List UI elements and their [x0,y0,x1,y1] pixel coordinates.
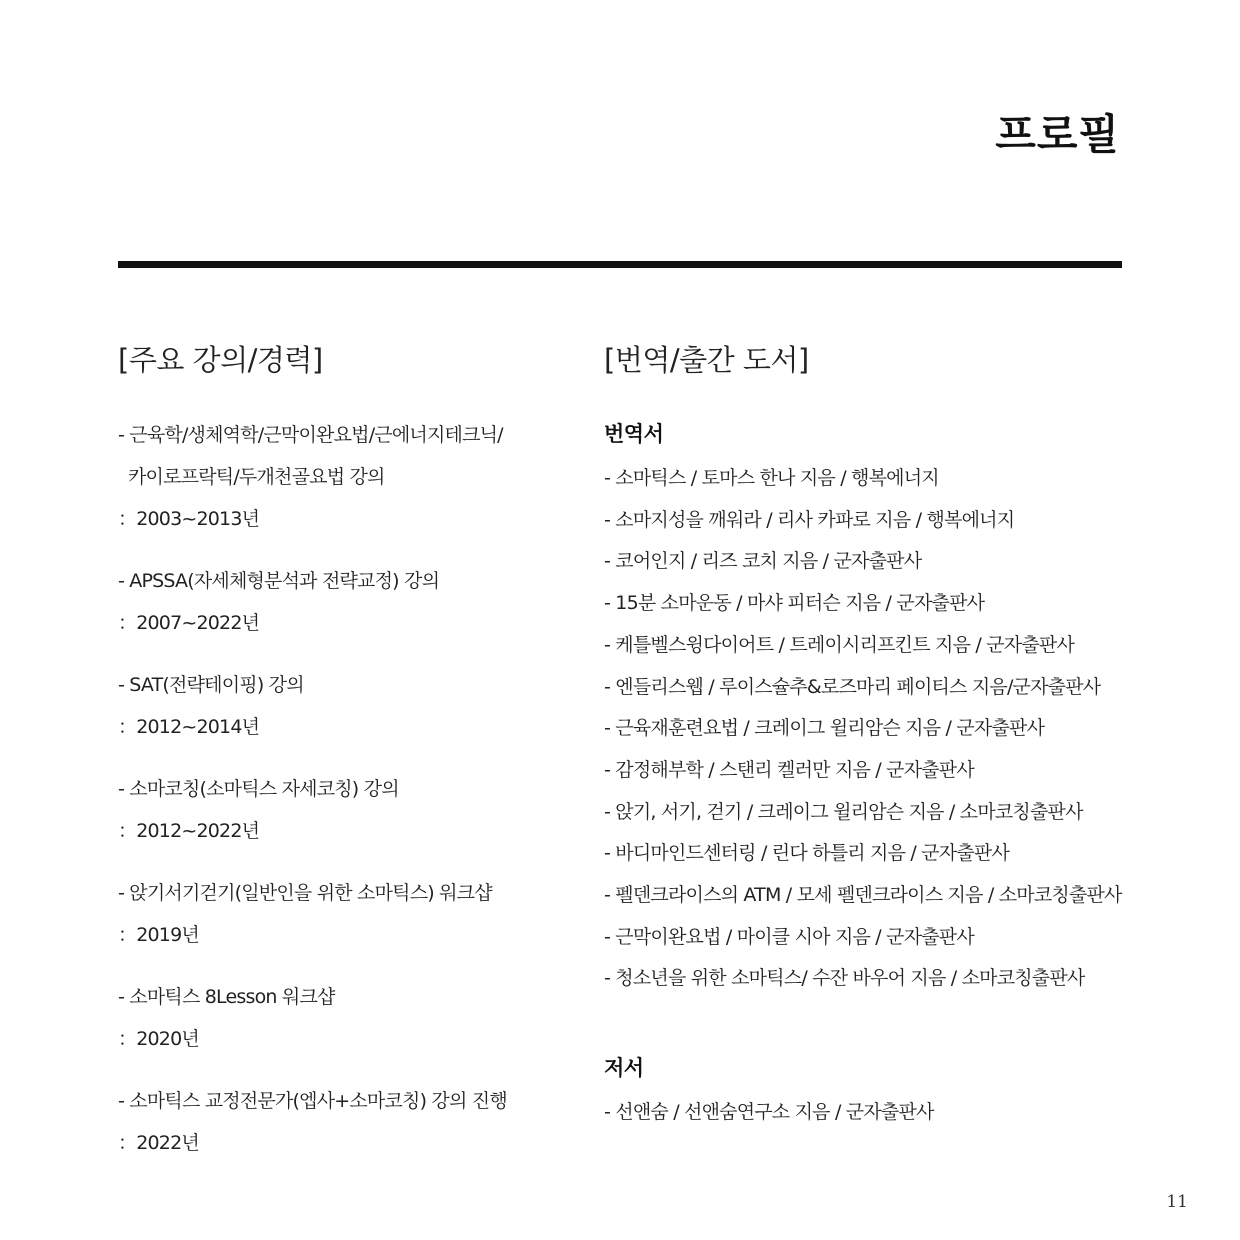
career-item-detail: ：2019년 [118,924,199,946]
book-item: - 소마틱스 / 토마스 한나 지음 / 행복에너지 [604,467,939,489]
book-item: - 소마지성을 깨워라 / 리사 카파로 지음 / 행복에너지 [604,508,1015,531]
career-section-title: [주요 강의/경력] [118,343,323,377]
book-item: - 엔들리스웹 / 루이스슐추&로즈마리 페이티스 지음/군자출판사 [604,675,1101,698]
career-list [118,414,588,1164]
career-item [118,768,588,852]
book-item: - 앉기, 서기, 걷기 / 크레이그 윌리암슨 지음 / 소마코칭출판사 [604,800,1083,823]
career-item-title: - 근육학/생체역학/근막이완요법/근에너지테크닉/ [118,424,503,446]
book-item: - 코어인지 / 리즈 코치 지음 / 군자출판사 [604,550,922,573]
book-item: - 펠덴크라이스의 ATM / 모세 펠덴크라이스 지음 / 소마코칭출판사 [604,884,1122,907]
career-item-title: - APSSA(자세체형분석과 전략교정) 강의 [118,570,440,592]
authored-books-list [604,1092,1224,1134]
authored-books-heading: 저서 [604,1056,644,1081]
book-item: - 감정해부학 / 스탠리 켈러만 지음 / 군자출판사 [604,758,974,781]
book-item: - 바디마인드센터링 / 린다 하틀리 지음 / 군자출판사 [604,842,1010,865]
book-item: - 근막이완요법 / 마이클 시아 지음 / 군자출판사 [604,925,974,948]
career-section [118,340,588,1184]
book-item: - 청소년을 위한 소마틱스/ 수잔 바우어 지음 / 소마코칭출판사 [604,967,1085,990]
career-item [118,560,588,644]
career-item [118,664,588,748]
career-item-detail: ：2012~2014년 [118,716,260,738]
career-item-detail: ：2007~2022년 [118,612,260,634]
books-section [604,340,1224,1134]
book-item: - 15분 소마운동 / 마샤 피터슨 지음 / 군자출판사 [604,592,985,615]
career-item-detail: ：2020년 [118,1028,199,1050]
career-item-title: - 소마틱스 8Lesson 워크샵 [118,986,335,1008]
career-item-detail: ：2003~2013년 [118,508,260,530]
career-item-detail: 카이로프락틱/두개천골요법 강의 [128,466,385,488]
career-item-title: - 소마코칭(소마틱스 자세코칭) 강의 [118,778,399,800]
career-item [118,976,588,1060]
title-divider [118,261,1122,268]
career-item-title: - SAT(전략테이핑) 강의 [118,674,304,696]
book-item: - 케틀벨스윙다이어트 / 트레이시리프킨트 지음 / 군자출판사 [604,633,1074,656]
page-number: 11 [1166,1192,1188,1212]
career-item [118,414,588,540]
translated-books-heading: 번역서 [604,422,664,446]
translated-books-list [604,458,1224,1000]
career-item [118,1080,588,1164]
book-item: - 근육재훈련요법 / 크레이그 윌리암슨 지음 / 군자출판사 [604,717,1045,740]
page-title: 프로필 [995,110,1120,159]
career-item [118,872,588,956]
book-item: - 선앤숨 / 선앤숨연구소 지음 / 군자출판사 [604,1101,934,1124]
career-item-title: - 앉기서기걷기(일반인을 위한 소마틱스) 워크샵 [118,882,492,904]
career-item-detail: ：2012~2022년 [118,820,260,842]
books-section-title: [번역/출간 도서] [604,343,809,377]
career-item-title: - 소마틱스 교정전문가(엡사+소마코칭) 강의 진행 [118,1090,507,1112]
career-item-detail: ：2022년 [118,1132,199,1154]
